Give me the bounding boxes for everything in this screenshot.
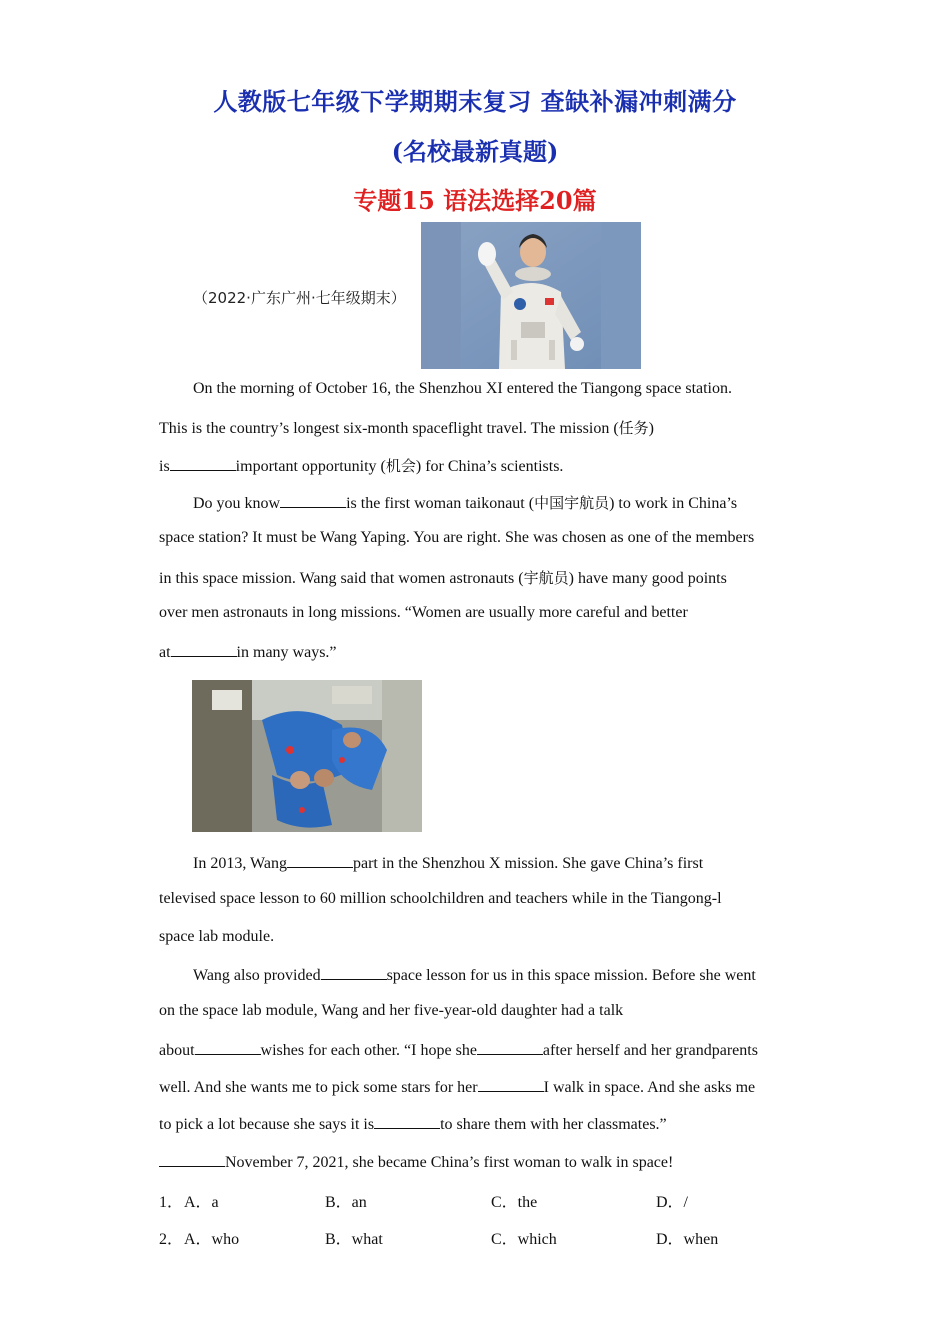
- passage-line: Do you know is the first woman taikonaut (中国宇航员) to work in China’s: [193, 494, 738, 512]
- passage-line: space lab module.: [159, 928, 275, 945]
- answer-blank-9: [374, 1114, 440, 1129]
- passage-line: On the morning of October 16, the Shenzhou XI entered the Tiangong space station.: [193, 380, 732, 397]
- answer-blank-2: [280, 493, 346, 508]
- passage-line: televised space lesson to 60 million schoolchildren and teachers while in the Tiangong-l: [159, 890, 722, 907]
- answer-blank-1: [170, 456, 236, 471]
- passage-line: to pick a lot because she says it is to share them with her classmates.”: [159, 1116, 667, 1133]
- passage-line: In 2013, Wang part in the Shenzhou X mission. She gave China’s first: [193, 855, 704, 872]
- passage-line: over men astronauts in long missions. “Women are usually more careful and better: [159, 604, 688, 621]
- passage-line: in this space mission. Wang said that women astronauts (宇航员) have many good points: [159, 569, 727, 587]
- option-c: C．which: [491, 1231, 557, 1248]
- passage-line: is important opportunity (机会) for China’s scientists.: [159, 457, 564, 475]
- answer-blank-4: [287, 853, 353, 868]
- passage-line: November 7, 2021, she became China’s first woman to walk in space!: [159, 1152, 673, 1172]
- document-title: 人教版七年级下学期期末复习 查缺补漏冲刺满分: [213, 87, 737, 116]
- document-subtitle: (名校最新真题): [391, 137, 559, 166]
- passage-line: space station? It must be Wang Yaping. You are right. She was chosen as one of the members: [159, 529, 755, 546]
- passage-line: at in many ways.”: [159, 644, 337, 661]
- passage-line: This is the country’s longest six-month spaceflight travel. The mission (任务): [159, 419, 654, 437]
- question-number: 1．: [159, 1194, 184, 1211]
- question-number: 2．: [159, 1231, 184, 1248]
- answer-blank-3: [171, 642, 237, 657]
- answer-blank-8: [478, 1077, 544, 1092]
- option-a: A．a: [184, 1194, 219, 1211]
- option-d: D．/: [656, 1194, 689, 1211]
- astronaut-waving-photo: [421, 222, 641, 369]
- option-b: B．what: [325, 1231, 383, 1248]
- answer-blank-5: [321, 965, 387, 980]
- astronauts-in-module-photo: [192, 680, 422, 832]
- passage-line: Wang also provided space lesson for us in this space mission. Before she went: [193, 967, 756, 984]
- passage-line: on the space lab module, Wang and her five-year-old daughter had a talk: [159, 1002, 624, 1019]
- option-c: C．the: [491, 1194, 538, 1211]
- source-label: （2022·广东广州·七年级期末）: [193, 289, 406, 307]
- option-d: D．when: [656, 1231, 719, 1248]
- answer-blank-7: [477, 1040, 543, 1055]
- answer-blank-6: [195, 1040, 261, 1055]
- option-b: B．an: [325, 1194, 367, 1211]
- answer-blank-10: [159, 1152, 225, 1167]
- passage-line: about wishes for each other. “I hope she after herself and her grandparents: [159, 1042, 758, 1059]
- option-a: A．who: [184, 1231, 240, 1248]
- passage-line: well. And she wants me to pick some stars for her I walk in space. And she asks me: [159, 1079, 756, 1096]
- topic-title: 专题15 语法选择20篇: [353, 186, 597, 215]
